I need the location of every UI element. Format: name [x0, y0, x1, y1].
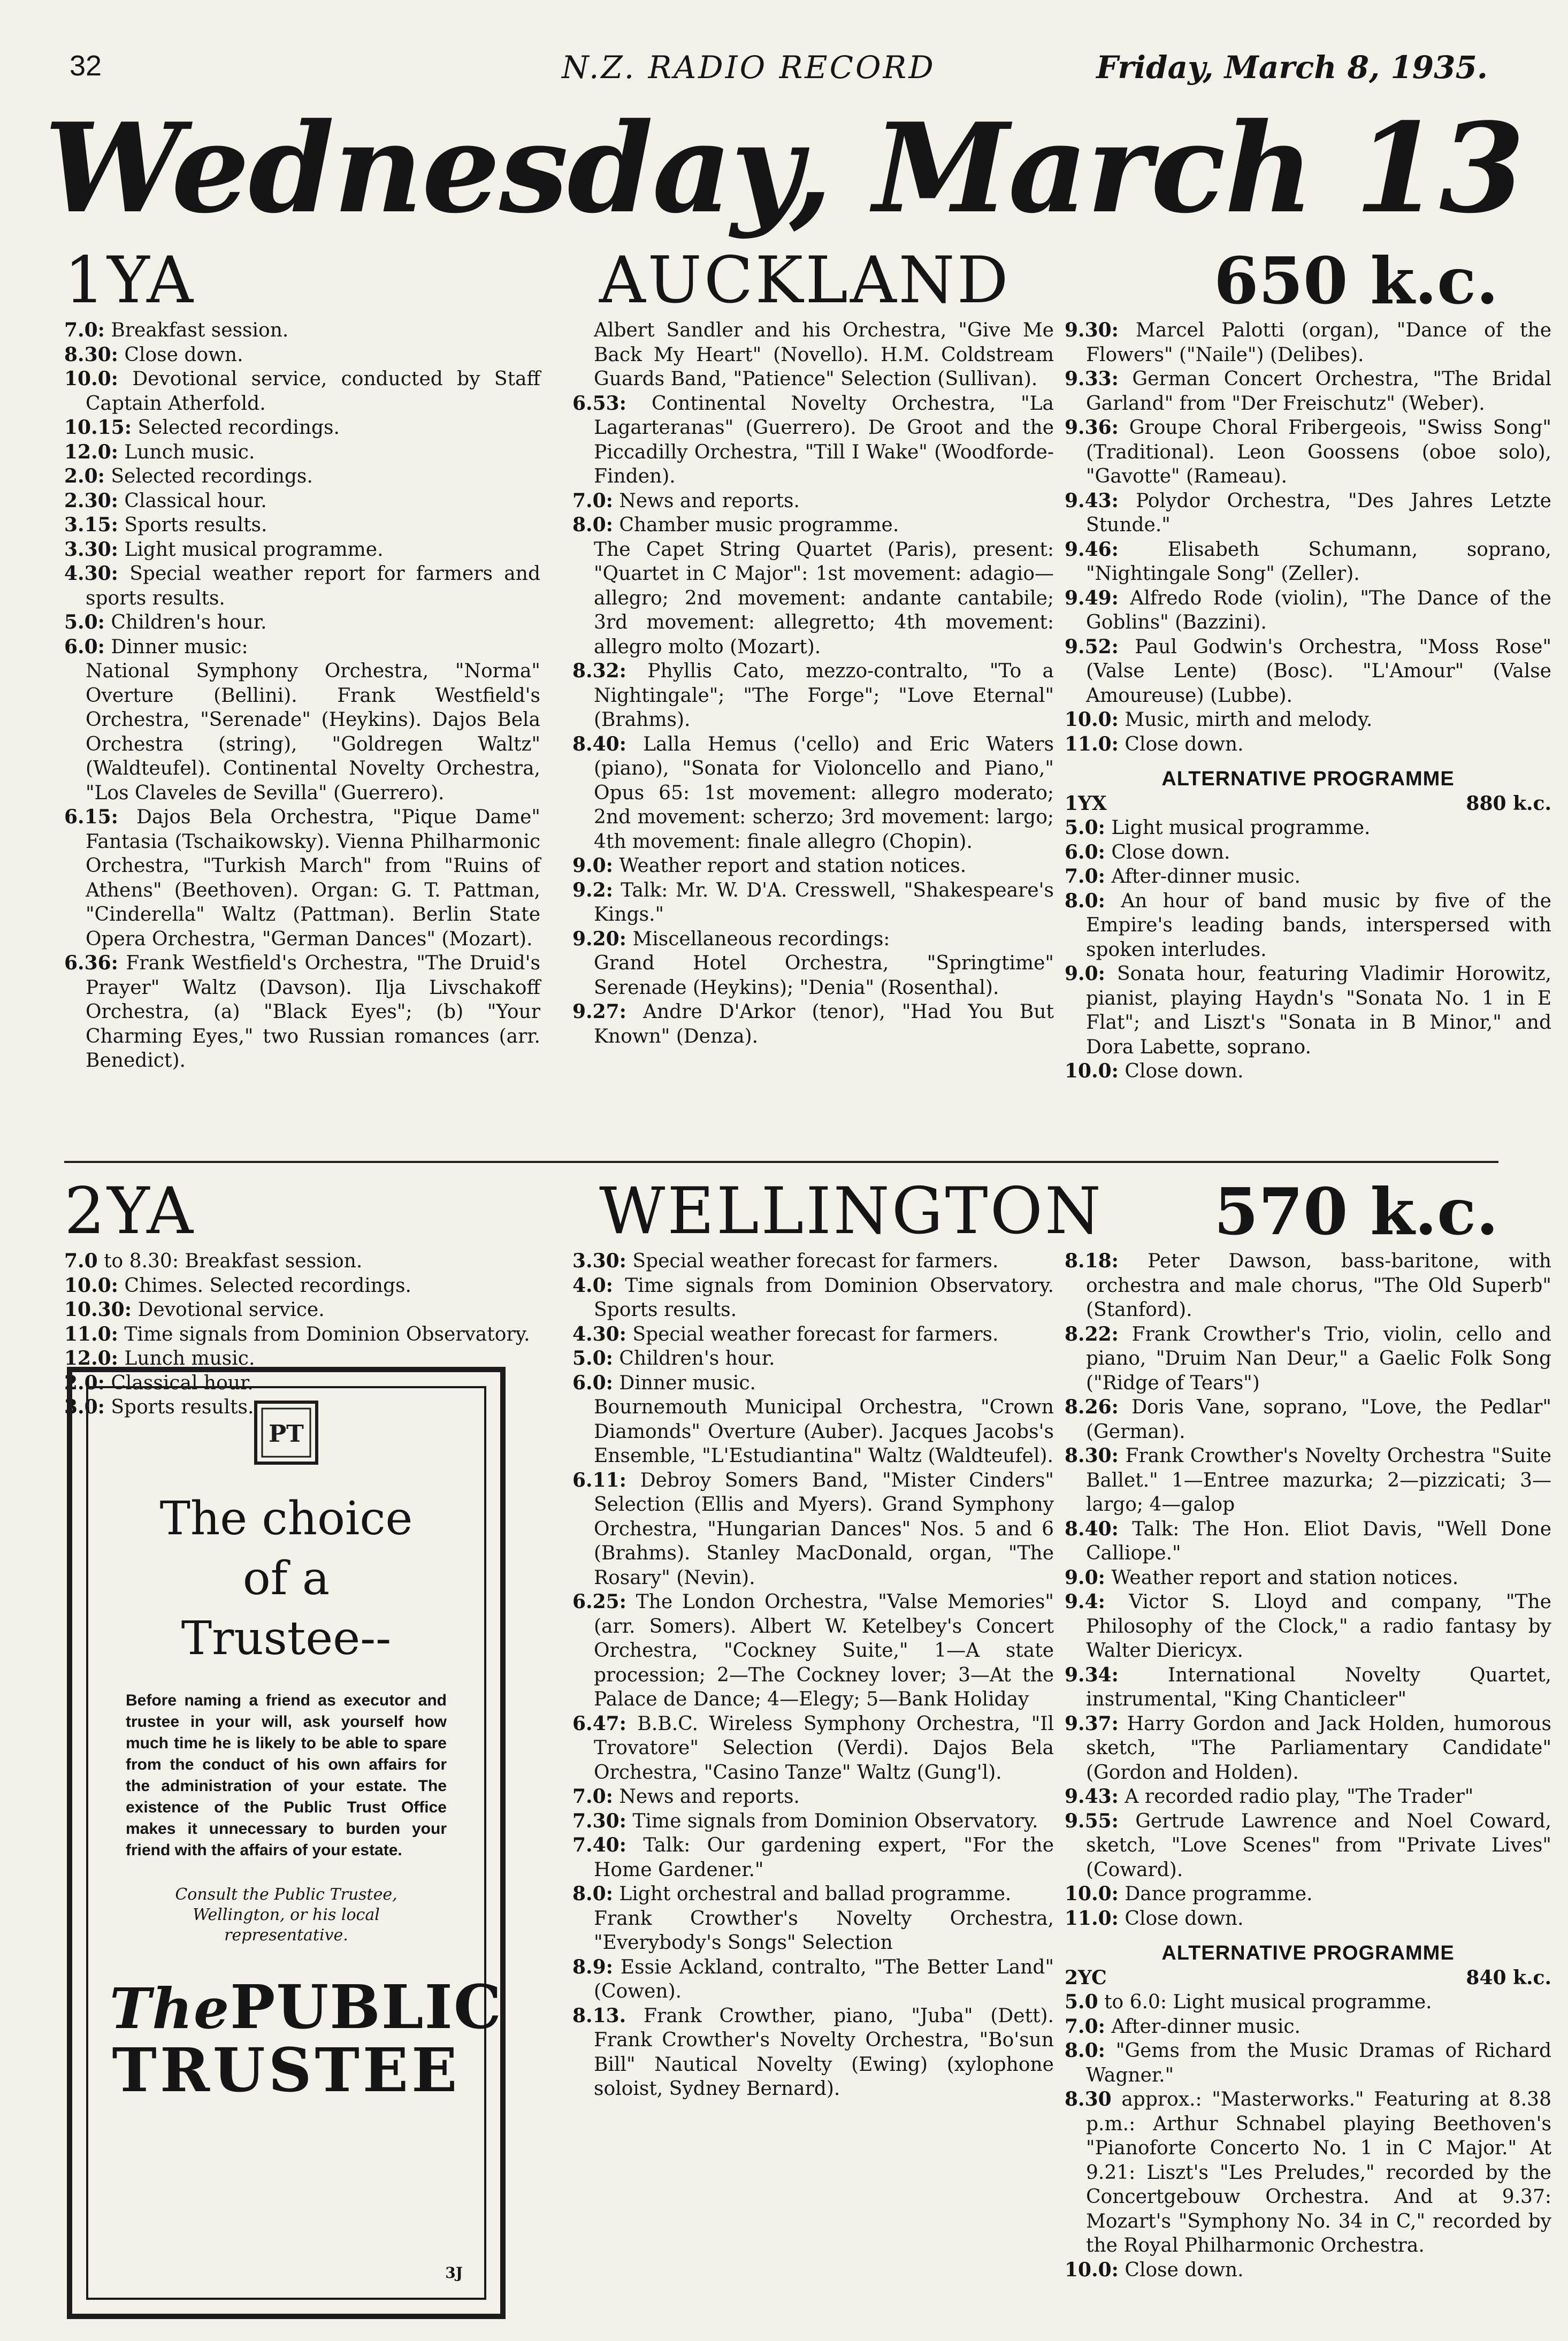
programme-entry	[1065, 2015, 1551, 2039]
programme-entry	[1065, 367, 1551, 416]
programme-entry	[64, 1274, 540, 1298]
entry-time: 8.22:	[1065, 1322, 1119, 1345]
entry-text: Children's hour.	[104, 611, 267, 633]
station-frequency: 570 k.c.	[1213, 1174, 1498, 1250]
entry-time: 9.20:	[572, 927, 626, 950]
programme-entry	[572, 1785, 1054, 1809]
entry-text: After-dinner music.	[1105, 2015, 1301, 2038]
entry-text: Lunch music.	[118, 1348, 255, 1370]
alternative-frequency: 880 k.c.	[1466, 792, 1551, 815]
entry-time: 6.47:	[572, 1712, 626, 1735]
entry-time: 5.0	[1065, 1991, 1098, 2013]
programme-column-1	[64, 318, 540, 1073]
entry-time: 7.0:	[64, 319, 105, 341]
entry-text: Peter Dawson, bass-baritone, with orchestra and male chorus, "The Old Superb" (Stanford).	[1086, 1250, 1551, 1321]
emblem-letters: PT	[269, 1420, 304, 1448]
entry-text: Talk: Our gardening expert, "For the Home Gardener."	[594, 1834, 1054, 1881]
programme-entry	[1065, 635, 1551, 708]
programme-entry	[572, 489, 1054, 514]
entry-time: 8.40:	[1065, 1517, 1119, 1540]
entry-text: Devotional service, conducted by Staff Captain Atherfold.	[86, 368, 540, 415]
entry-text: Albert Sandler and his Orchestra, "Give Me Back My Heart" (Novello). H.M. Coldstream Guards Band, "Patience" Selection (Sullivan).	[594, 319, 1054, 390]
entry-text: Special weather forecast for farmers.	[626, 1250, 999, 1272]
programme-entry	[64, 513, 540, 538]
entry-time: 9.46:	[1065, 538, 1119, 561]
station-frequency: 650 k.c.	[1213, 243, 1498, 319]
entry-time: 6.53:	[572, 392, 626, 415]
entry-time: 4.0:	[572, 1274, 613, 1297]
entry-text: Close down.	[1118, 2259, 1244, 2281]
entry-text: Continental Novelty Orchestra, "La Lagarteranas" (Guerrero). De Groot and the Piccadilly Orchestra, "Till I Wake" (Woodforde-Finden).	[594, 392, 1054, 487]
entry-text: Music, mirth and melody.	[1118, 709, 1373, 731]
entry-time: 9.0:	[1065, 962, 1105, 985]
entry-text: Alfredo Rode (violin), "The Dance of the Goblins" (Bazzini).	[1086, 587, 1551, 633]
alternative-station-line	[1065, 1966, 1551, 1991]
programme-entry	[1065, 489, 1551, 538]
entry-time: 8.0:	[1065, 889, 1105, 912]
entry-text: Light musical programme.	[1105, 817, 1371, 839]
programme-entry	[64, 538, 540, 562]
entry-time: 10.15:	[64, 416, 132, 439]
entry-time: 2.0:	[64, 465, 105, 487]
programme-entry	[64, 489, 540, 514]
entry-text: approx.: "Masterworks." Featuring at 8.38 p.m.: Arthur Schnabel playing Beethoven's "Pianoforte Concerto No. 1 in C Major." At 9.21: Liszt's "Les Preludes," recorded by the Concertgebouw Orchestra. And at 9.37: Mozart's "Symphony No. 34 in C," recorded by the Royal Philharmonic Orchestra.	[1086, 2088, 1551, 2256]
page-header	[70, 49, 1488, 92]
entry-text: Lunch music.	[118, 441, 255, 463]
programme-column-2	[572, 318, 1054, 1049]
entry-text: Devotional service.	[132, 1299, 325, 1321]
entry-text: Time signals from Dominion Observatory.	[118, 1323, 530, 1345]
entry-text: Light musical programme.	[118, 538, 384, 561]
programme-entry	[572, 392, 1054, 489]
programme-entry	[572, 1955, 1054, 2004]
programme-entry	[64, 416, 540, 440]
alternative-programme-heading: ALTERNATIVE PROGRAMME	[1161, 768, 1455, 790]
entry-time: 9.43:	[1065, 489, 1119, 512]
entry-time: 6.11:	[572, 1468, 626, 1491]
programme-entry	[572, 659, 1054, 732]
headline-line-3: Trustee--	[181, 1612, 392, 1665]
entry-text: Breakfast session.	[104, 319, 289, 341]
entry-time: 6.25:	[572, 1590, 626, 1613]
programme-entry	[572, 1395, 1054, 1468]
entry-text: Paul Godwin's Orchestra, "Moss Rose" (Valse Lente) (Bosc). "L'Amour" (Valse Amoureuse) (Lubbe).	[1086, 636, 1551, 707]
public-trust-emblem-icon	[251, 1398, 321, 1467]
entry-text: Dajos Bela Orchestra, "Pique Dame" Fantasia (Tschaikowsky). Vienna Philharmonic Orchestra, "Turkish March" from "Ruins of Athens" (Beethoven). Organ: G. T. Pattman, "Cinderella" Waltz (Pattman). Berlin State Opera Orchestra, "German Dances" (Mozart).	[86, 806, 540, 950]
brand-the: The	[110, 1976, 231, 2041]
entry-time: 7.0:	[572, 1785, 613, 1808]
entry-text: German Concert Orchestra, "The Bridal Garland" from "Der Freischutz" (Weber).	[1086, 368, 1551, 415]
entry-time: 10.0:	[64, 368, 118, 390]
headline-line-1: The choice	[159, 1492, 413, 1546]
entry-time: 2.30:	[64, 489, 118, 512]
programme-entry	[1065, 1517, 1551, 1566]
entry-text: Time signals from Dominion Observatory. Sports results.	[594, 1274, 1054, 1321]
entry-time: 6.15:	[64, 806, 118, 828]
programme-entry	[572, 878, 1054, 927]
entry-text: Special weather report for farmers and sports results.	[86, 563, 540, 609]
entry-time: 9.0:	[1065, 1566, 1105, 1589]
entry-time: 3.0:	[64, 1396, 105, 1418]
entry-text: Sports results.	[104, 1396, 254, 1418]
alternative-station-line	[1065, 792, 1551, 816]
day-title: Wednesday, March 13	[44, 96, 1524, 241]
advert-body: Before naming a friend as executor and trustee in your will, ask yourself how much time he is likely to be able to spare from the conduct of his own affairs for the administration of your estate. The existence of the Public Trust Office makes it unnecessary to burden your friend with the affairs of your estate.	[126, 1692, 447, 1859]
entry-time: 4.30:	[572, 1322, 626, 1345]
entry-text: Close down.	[1118, 1907, 1244, 1930]
alternative-programme-heading: ALTERNATIVE PROGRAMME	[1161, 1942, 1455, 1964]
entry-time: 7.30:	[572, 1809, 626, 1832]
programme-entry	[1065, 962, 1551, 1059]
programme-entry	[572, 1590, 1054, 1712]
programme-entry	[1065, 1566, 1551, 1590]
entry-text: Time signals from Dominion Observatory.	[626, 1810, 1038, 1832]
entry-time: 10.0:	[1065, 2258, 1119, 2281]
entry-time: 6.0:	[572, 1371, 613, 1394]
entry-text: Close down.	[118, 343, 243, 366]
entry-time: 10.0:	[1065, 708, 1119, 731]
entry-text: Weather report and station notices.	[1105, 1566, 1459, 1589]
programme-entry	[1065, 816, 1551, 840]
entry-time: 6.0:	[64, 635, 105, 658]
entry-text: Grand Hotel Orchestra, "Springtime" Serenade (Heykins); "Denia" (Rosenthal).	[594, 952, 1054, 999]
issue-date: Friday, March 8, 1935.	[1096, 49, 1488, 86]
alternative-station: 2YC	[1065, 1966, 1107, 1989]
publication-name: N.Z. RADIO RECORD	[562, 49, 936, 86]
entry-time: 3.30:	[572, 1250, 626, 1272]
advert-consult-note: Consult the Public Trustee, Wellington, or his local representative.	[175, 1885, 397, 1945]
programme-entry	[572, 538, 1054, 660]
programme-entry	[1065, 2258, 1551, 2283]
entry-time: 9.36:	[1065, 416, 1119, 439]
entry-time: 6.36:	[64, 952, 118, 974]
station-city: AUCKLAND	[599, 243, 1011, 318]
programme-entry	[572, 318, 1054, 392]
programme-entry	[1065, 1809, 1551, 1883]
entry-text: The Capet String Quartet (Paris), present: "Quartet in C Major": 1st movement: adagio—allegro; 2nd movement: andante cantabile; 3rd movement: allegretto; 4th movement: allegro molto (Mozart).	[594, 538, 1054, 658]
entry-text: Close down.	[1105, 841, 1230, 863]
entry-text: Gertrude Lawrence and Noel Coward, sketch, "Love Scenes" from "Private Lives" (Coward).	[1086, 1810, 1551, 1881]
programme-entry	[572, 1249, 1054, 1274]
programme-entry	[572, 1347, 1054, 1371]
entry-text: Special weather forecast for farmers.	[626, 1323, 999, 1345]
programme-entry	[572, 1833, 1054, 1882]
entry-time: 6.0:	[1065, 840, 1105, 863]
programme-entry	[1065, 708, 1551, 732]
entry-text: Victor S. Lloyd and company, "The Philosophy of the Clock," a radio fantasy by Walter Diericyx.	[1086, 1591, 1551, 1662]
public-trustee-advert	[67, 1367, 506, 2319]
programme-entry	[64, 635, 540, 660]
entry-time: 8.30:	[1065, 1444, 1119, 1467]
entry-text: International Novelty Quartet, instrumental, "King Chanticleer"	[1086, 1664, 1551, 1710]
programme-entry	[1065, 1907, 1551, 1931]
programme-entry	[1065, 889, 1551, 962]
entry-text: Close down.	[1118, 733, 1244, 755]
entry-time: 8.9:	[572, 1955, 613, 1978]
programme-entry	[1065, 1444, 1551, 1517]
section-divider	[64, 1161, 1498, 1163]
entry-text: Lalla Hemus ('cello) and Eric Waters (piano), "Sonata for Violoncello and Piano," Opus 65: 1st movement: allegro moderato; 2nd movement: scherzo; 3rd movement: largo; 4th movement: finale allegro (Chopin).	[594, 733, 1054, 853]
entry-text: Frank Crowther, piano, "Juba" (Dett). Frank Crowther's Novelty Orchestra, "Bo'sun Bill" Nautical Novelty (Ewing) (xylophone soloist, Sydney Bernard).	[594, 2005, 1054, 2100]
programme-entry	[1065, 865, 1551, 889]
programme-entry	[1065, 1712, 1551, 1785]
entry-time: 10.0:	[1065, 1060, 1119, 1082]
programme-entry	[572, 1371, 1054, 1396]
entry-time: 11.0:	[64, 1322, 118, 1345]
programme-entry	[572, 951, 1054, 1000]
entry-time: 8.32:	[572, 660, 626, 682]
entry-time: 7.0:	[1065, 2015, 1105, 2038]
entry-text: Polydor Orchestra, "Des Jahres Letzte Stunde."	[1086, 489, 1551, 536]
programme-entry	[572, 1000, 1054, 1049]
entry-time: 9.55:	[1065, 1809, 1119, 1832]
entry-time: 9.34:	[1065, 1663, 1119, 1686]
programme-entry	[572, 732, 1054, 854]
programme-entry	[64, 367, 540, 416]
entry-time: 9.49:	[1065, 586, 1119, 609]
entry-text: Bournemouth Municipal Orchestra, "Crown Diamonds" Overture (Auber). Jacques Jacobs's Ensemble, "L'Estudiantina" Waltz (Waldteufel).	[594, 1396, 1054, 1467]
entry-time: 11.0:	[1065, 732, 1119, 755]
entry-text: "Gems from the Music Dramas of Richard Wagner."	[1086, 2040, 1551, 2086]
entry-time: 9.52:	[1065, 635, 1119, 658]
entry-time: 9.30:	[1065, 319, 1119, 341]
entry-text: B.B.C. Wireless Symphony Orchestra, "Il Trovatore" Selection (Verdi). Dajos Bela Orchestra, "Casino Tanze" Waltz (Gung'l).	[594, 1712, 1054, 1784]
entry-text: National Symphony Orchestra, "Norma" Overture (Bellini). Frank Westfield's Orchestra, "Serenade" (Heykins). Dajos Bela Orchestra (string), "Goldregen Waltz" (Waldteufel). Continental Novelty Orchestra, "Los Claveles de Sevilla" (Guerrero).	[86, 660, 540, 804]
entry-text: Selected recordings.	[104, 465, 313, 487]
entry-text: A recorded radio play, "The Trader"	[1118, 1786, 1474, 1808]
programme-entry	[64, 951, 540, 1073]
programme-column-3	[1065, 318, 1551, 1084]
programme-entry	[572, 1322, 1054, 1347]
entry-time: 11.0:	[1065, 1907, 1119, 1930]
programme-list	[1065, 318, 1551, 756]
programme-entry	[572, 854, 1054, 878]
programme-entry	[1065, 586, 1551, 635]
alternative-frequency: 840 k.c.	[1466, 1966, 1551, 1989]
entry-text: Light orchestral and ballad programme.	[613, 1883, 1012, 1905]
programme-entry	[572, 1712, 1054, 1785]
entry-time: 3.30:	[64, 538, 118, 561]
entry-time: 8.13.	[572, 2004, 626, 2027]
entry-time: 8.18:	[1065, 1250, 1119, 1272]
programme-entry	[1065, 1322, 1551, 1396]
programme-entry	[1065, 416, 1551, 489]
entry-time: 8.30:	[64, 343, 118, 366]
entry-time: 4.30:	[64, 562, 118, 585]
entry-text: Frank Crowther's Trio, violin, cello and piano, "Druim Nan Deur," a Gaelic Folk Song ("Ridge of Tears")	[1086, 1323, 1551, 1394]
programme-entry	[64, 1322, 540, 1347]
programme-entry	[572, 1907, 1054, 1955]
entry-text: Talk: Mr. W. D'A. Cresswell, "Shakespeare's Kings."	[594, 879, 1054, 925]
entry-time: 9.43:	[1065, 1785, 1119, 1808]
entry-text: Essie Ackland, contralto, "The Better Land" (Cowen).	[594, 1956, 1054, 2002]
programme-column-2	[572, 1249, 1054, 2101]
entry-time: 7.0:	[1065, 865, 1105, 888]
programme-entry	[64, 440, 540, 465]
entry-time: 7.0:	[572, 489, 613, 512]
entry-time: 10.30:	[64, 1298, 132, 1321]
entry-time: 12.0:	[64, 440, 118, 463]
entry-text: Miscellaneous recordings:	[626, 928, 890, 950]
entry-text: Close down.	[1118, 1060, 1244, 1082]
programme-entry	[1065, 1663, 1551, 1712]
entry-text: Groupe Choral Fribergeois, "Swiss Song" (Traditional). Leon Goossens (oboe solo), "Gavotte" (Rameau).	[1086, 417, 1551, 487]
programme-entry	[1065, 732, 1551, 757]
programme-entry	[64, 464, 540, 489]
entry-time: 10.0:	[1065, 1883, 1119, 1905]
alternative-programme-list	[1065, 1990, 1551, 2282]
station-call-sign: 1YA	[64, 243, 195, 318]
entry-text: Classical hour.	[118, 489, 267, 512]
entry-text: Harry Gordon and Jack Holden, humorous sketch, "The Parliamentary Candidate" (Gordon and Holden).	[1086, 1712, 1551, 1784]
brand-public: PUBLIC	[230, 1972, 503, 2042]
station-section-1ya	[64, 243, 1551, 1147]
entry-text: The London Orchestra, "Valse Memories" (arr. Somers). Albert W. Ketelbey's Concert Orchestra, "Cockney Suite," 1—A state procession; 2—The Cockney lover; 3—At the Palace de Dance; 4—Elegy; 5—Bank Holiday	[594, 1591, 1054, 1710]
entry-time: 9.27:	[572, 1000, 626, 1023]
programme-entry	[572, 927, 1054, 952]
entry-text: News and reports.	[613, 1786, 800, 1808]
programme-entry	[64, 343, 540, 368]
advert-brand-line-1	[110, 1972, 503, 2042]
programme-entry	[64, 562, 540, 610]
entry-text: Frank Crowther's Novelty Orchestra, "Everybody's Songs" Selection	[594, 1907, 1054, 1954]
programme-entry	[572, 1274, 1054, 1322]
entry-time: 5.0:	[64, 611, 105, 633]
entry-time: 8.30	[1065, 2088, 1112, 2110]
entry-time: 9.0:	[572, 854, 613, 877]
programme-entry	[572, 513, 1054, 538]
entry-text: News and reports.	[613, 489, 800, 512]
programme-column-3	[1065, 1249, 1551, 2282]
programme-entry	[572, 1809, 1054, 1834]
entry-text: Phyllis Cato, mezzo-contralto, "To a Nightingale"; "The Forge"; "Love Eternal" (Brahms).	[594, 660, 1054, 731]
advert-brand-line-2: TRUSTEE	[112, 2036, 461, 2106]
entry-text: Frank Westfield's Orchestra, "The Druid's Prayer" Waltz (Davson). Ilja Livschakoff Orchestra, (a) "Black Eyes"; (b) "Your Charming Eyes," two Russian romances (arr. Benedict).	[86, 952, 540, 1072]
alternative-station: 1YX	[1065, 792, 1107, 815]
entry-text: Dinner music.	[613, 1372, 756, 1394]
programme-entry	[64, 1249, 540, 1274]
programme-entry	[1065, 840, 1551, 865]
entry-time: 8.0:	[1065, 2039, 1105, 2062]
programme-entry	[572, 2004, 1054, 2101]
entry-time: 10.0:	[64, 1274, 118, 1297]
entry-text: to 6.0: Light musical programme.	[1098, 1991, 1432, 2013]
programme-entry	[64, 659, 540, 805]
programme-list	[1065, 1249, 1551, 1931]
programme-entry	[1065, 1249, 1551, 1322]
entry-time: 12.0:	[64, 1347, 118, 1370]
programme-entry	[572, 1468, 1054, 1590]
entry-time: 7.0	[64, 1250, 98, 1272]
entry-text: Children's hour.	[613, 1348, 775, 1370]
entry-text: Talk: The Hon. Eliot Davis, "Well Done Calliope."	[1086, 1518, 1551, 1564]
programme-entry	[1065, 2039, 1551, 2087]
entry-text: Andre D'Arkor (tenor), "Had You But Known" (Denza).	[594, 1001, 1054, 1047]
programme-entry	[1065, 1990, 1551, 2015]
programme-entry	[1065, 2087, 1551, 2258]
station-call-sign: 2YA	[64, 1174, 195, 1249]
entry-time: 8.26:	[1065, 1396, 1119, 1418]
station-city: WELLINGTON	[599, 1174, 1103, 1249]
programme-entry	[1065, 538, 1551, 586]
headline-line-2: of a	[242, 1552, 330, 1605]
programme-entry	[1065, 1882, 1551, 1907]
entry-text: Weather report and station notices.	[613, 855, 967, 877]
programme-entry	[1065, 1590, 1551, 1663]
entry-text: Elisabeth Schumann, soprano, "Nightingale Song" (Zeller).	[1086, 538, 1551, 585]
alternative-programme-list	[1065, 816, 1551, 1084]
entry-text: Sonata hour, featuring Vladimir Horowitz, pianist, playing Haydn's "Sonata No. 1 in E Flat"; and Liszt's "Sonata in B Minor," and Dora Labette, soprano.	[1086, 963, 1551, 1058]
entry-text: Classical hour.	[104, 1372, 254, 1394]
entry-text: Debroy Somers Band, "Mister Cinders" Selection (Ellis and Myers). Grand Symphony Orchestra, "Hungarian Dances" Nos. 5 and 6 (Brahms). Stanley MacDonald, organ, "The Rosary" (Nevin).	[594, 1469, 1054, 1589]
entry-time: 3.15:	[64, 514, 118, 536]
programme-entry	[64, 318, 540, 343]
entry-text: After-dinner music.	[1105, 866, 1301, 888]
entry-text: Selected recordings.	[132, 417, 340, 439]
programme-entry	[64, 805, 540, 951]
entry-time: 7.40:	[572, 1834, 626, 1856]
entry-time: 8.0:	[572, 514, 613, 536]
advert-code: 3J	[445, 2264, 463, 2282]
entry-text: Chamber music programme.	[613, 514, 899, 536]
programme-entry	[1065, 1785, 1551, 1809]
entry-time: 9.37:	[1065, 1712, 1119, 1735]
entry-time: 9.4:	[1065, 1590, 1105, 1613]
programme-entry	[64, 610, 540, 635]
page-number: 32	[70, 50, 102, 82]
entry-text: Dinner music:	[104, 636, 248, 658]
entry-time: 9.33:	[1065, 368, 1119, 390]
entry-text: to 8.30: Breakfast session.	[97, 1250, 363, 1272]
entry-text: Marcel Palotti (organ), "Dance of the Flowers" ("Naile") (Delibes).	[1086, 319, 1551, 366]
advert-headline	[110, 1489, 463, 1669]
entry-text: Chimes. Selected recordings.	[118, 1274, 411, 1297]
entry-time: 8.0:	[572, 1883, 613, 1905]
programme-entry	[1065, 1059, 1551, 1084]
entry-text: Frank Crowther's Novelty Orchestra "Suite Ballet." 1—Entree mazurka; 2—pizzicati; 3—largo; 4—galop	[1086, 1445, 1551, 1516]
entry-time: 5.0:	[572, 1347, 613, 1370]
entry-text: An hour of band music by five of the Empire's leading bands, interspersed with spoken interludes.	[1086, 890, 1551, 961]
entry-text: Sports results.	[118, 514, 267, 536]
entry-time: 8.40:	[572, 732, 626, 755]
programme-entry	[64, 1298, 540, 1322]
entry-text: Doris Vane, soprano, "Love, the Pedlar" (German).	[1086, 1396, 1551, 1443]
entry-time: 9.2:	[572, 878, 613, 901]
programme-entry	[1065, 318, 1551, 367]
entry-time: 5.0:	[1065, 816, 1105, 839]
entry-time: 2.0:	[64, 1371, 105, 1394]
programme-entry	[1065, 1395, 1551, 1444]
entry-text: Dance programme.	[1118, 1883, 1313, 1905]
programme-entry	[572, 1882, 1054, 1907]
